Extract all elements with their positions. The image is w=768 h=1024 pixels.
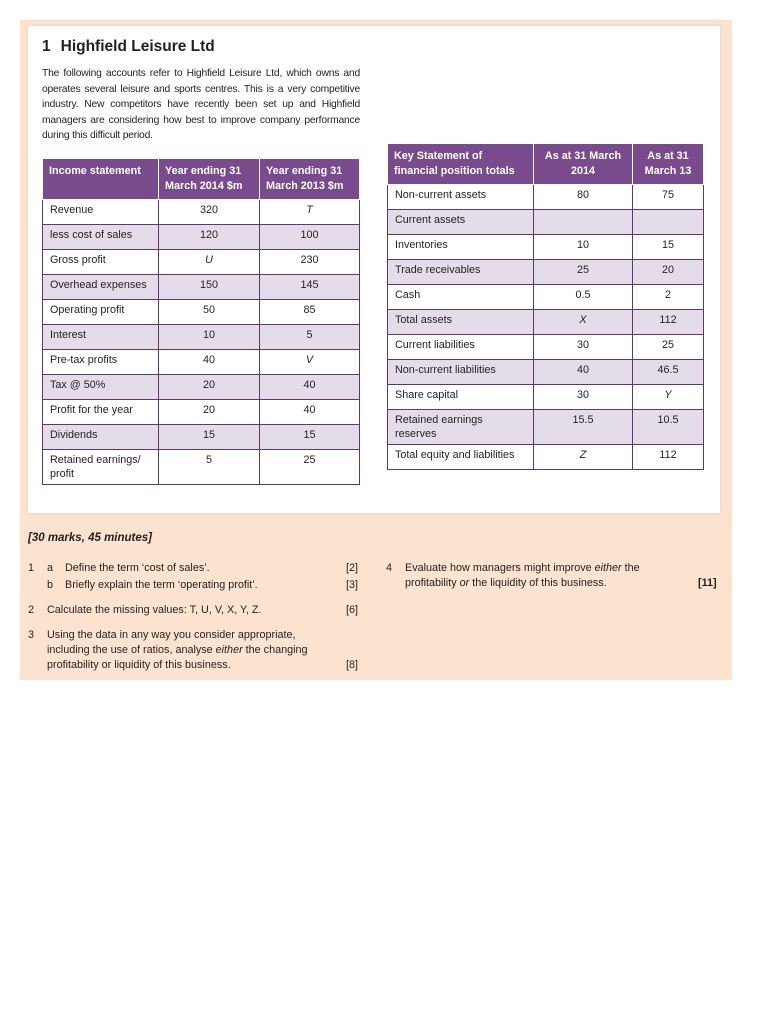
value-cell: 85 xyxy=(260,300,360,325)
question-1b xyxy=(28,578,363,594)
value-cell: 15 xyxy=(260,425,360,450)
value-cell: 0.5 xyxy=(534,285,633,310)
row-label-cell: Dividends xyxy=(43,425,159,450)
table-row xyxy=(388,335,704,360)
emphasis-text: either xyxy=(594,562,622,574)
value-cell: 2 xyxy=(633,285,704,310)
row-label-cell: Gross profit xyxy=(43,250,159,275)
income-statement-table xyxy=(42,158,360,485)
question-text-part: the liquidity of this business. xyxy=(469,577,607,589)
value-cell: Y xyxy=(633,385,704,410)
question-marks: [11] xyxy=(698,577,717,589)
table-row xyxy=(43,375,360,400)
question-text: Briefly explain the term ‘operating profit’. xyxy=(65,579,258,591)
subquestion-label: a xyxy=(47,562,54,574)
case-title xyxy=(42,38,215,56)
value-cell: 50 xyxy=(159,300,260,325)
question-number: 4 xyxy=(386,562,393,574)
row-label-cell: Trade receivables xyxy=(388,260,534,285)
row-label-cell: Revenue xyxy=(43,200,159,225)
column-header: Income statement xyxy=(43,159,159,200)
value-cell: 15 xyxy=(633,235,704,260)
value-cell: 40 xyxy=(260,375,360,400)
table-row xyxy=(388,210,704,235)
row-label-cell: Total assets xyxy=(388,310,534,335)
question-text-part: profitability xyxy=(405,577,460,589)
question-1a xyxy=(28,561,363,577)
table-row xyxy=(388,385,704,410)
question-text-part: the xyxy=(621,562,640,574)
value-cell: 320 xyxy=(159,200,260,225)
value-cell: 75 xyxy=(633,185,704,210)
row-label-cell: Current assets xyxy=(388,210,534,235)
row-label-cell: Retained earnings reserves xyxy=(388,410,534,445)
question-text: Calculate the missing values: T, U, V, X, Y, Z. xyxy=(47,604,262,616)
value-cell: 46.5 xyxy=(633,360,704,385)
value-cell: T xyxy=(260,200,360,225)
row-label-cell: Non-current assets xyxy=(388,185,534,210)
question-text-part: Evaluate how managers might improve xyxy=(405,562,595,574)
value-cell: 100 xyxy=(260,225,360,250)
question-marks: [2] xyxy=(346,562,359,574)
value-cell: 5 xyxy=(159,450,260,485)
row-label-cell: Share capital xyxy=(388,385,534,410)
column-header: As at 31 March 2014 xyxy=(534,144,633,185)
column-header: Year ending 31 March 2013 $m xyxy=(260,159,360,200)
question-text: profitability or liquidity of this business. xyxy=(47,659,231,671)
value-cell: X xyxy=(534,310,633,335)
row-label-cell: Retained earnings/ profit xyxy=(43,450,159,485)
value-cell: 112 xyxy=(633,310,704,335)
value-cell: 40 xyxy=(260,400,360,425)
question-3 xyxy=(28,628,363,674)
subquestion-label: b xyxy=(47,579,54,591)
table-row xyxy=(388,360,704,385)
table-row xyxy=(43,200,360,225)
question-number: 1 xyxy=(28,562,35,574)
financial-position-table xyxy=(387,143,704,470)
value-cell xyxy=(534,210,633,235)
emphasis-text: either xyxy=(215,644,243,656)
table-row xyxy=(388,410,704,445)
value-cell: 40 xyxy=(159,350,260,375)
value-cell: V xyxy=(260,350,360,375)
question-number: 3 xyxy=(28,629,35,641)
case-number: 1 xyxy=(42,38,51,55)
question-text xyxy=(405,561,640,576)
value-cell: 112 xyxy=(633,445,704,470)
value-cell: 230 xyxy=(260,250,360,275)
value-cell: Z xyxy=(534,445,633,470)
value-cell: 15.5 xyxy=(534,410,633,445)
value-cell: 10 xyxy=(534,235,633,260)
value-cell xyxy=(633,210,704,235)
value-cell: 15 xyxy=(159,425,260,450)
row-label-cell: Interest xyxy=(43,325,159,350)
table-row xyxy=(43,250,360,275)
table-row xyxy=(388,445,704,470)
question-text-part: including the use of ratios, analyse xyxy=(47,644,216,656)
row-label-cell: less cost of sales xyxy=(43,225,159,250)
value-cell: 25 xyxy=(260,450,360,485)
table-row xyxy=(388,235,704,260)
case-title-text: Highfield Leisure Ltd xyxy=(60,38,215,55)
question-marks: [8] xyxy=(346,659,359,671)
column-header: As at 31 March 13 xyxy=(633,144,704,185)
table-header-row xyxy=(388,144,704,185)
value-cell: 20 xyxy=(159,375,260,400)
value-cell: 30 xyxy=(534,385,633,410)
table-row xyxy=(388,310,704,335)
value-cell: 5 xyxy=(260,325,360,350)
row-label-cell: Current liabilities xyxy=(388,335,534,360)
table-row xyxy=(43,275,360,300)
value-cell: 120 xyxy=(159,225,260,250)
question-marks: [3] xyxy=(346,579,359,591)
column-header: Year ending 31 March 2014 $m xyxy=(159,159,260,200)
table-row xyxy=(43,300,360,325)
question-text xyxy=(405,576,607,591)
value-cell: 150 xyxy=(159,275,260,300)
value-cell: 25 xyxy=(534,260,633,285)
table-row xyxy=(43,225,360,250)
financial-position-body xyxy=(388,185,704,470)
table-row xyxy=(43,450,360,485)
value-cell: 20 xyxy=(633,260,704,285)
question-text: Using the data in any way you consider appropriate, xyxy=(47,629,296,641)
marks-note: [30 marks, 45 minutes] xyxy=(28,532,153,544)
question-text-part: the changing xyxy=(242,644,308,656)
question-text xyxy=(47,643,308,658)
question-4 xyxy=(386,561,726,593)
value-cell: 20 xyxy=(159,400,260,425)
table-row xyxy=(43,425,360,450)
question-number: 2 xyxy=(28,604,35,616)
table-row xyxy=(388,285,704,310)
question-text: Define the term ‘cost of sales’. xyxy=(65,562,210,574)
table-row xyxy=(43,350,360,375)
value-cell: 40 xyxy=(534,360,633,385)
row-label-cell: Non-current liabilities xyxy=(388,360,534,385)
value-cell: 10 xyxy=(159,325,260,350)
table-row xyxy=(388,260,704,285)
value-cell: 10.5 xyxy=(633,410,704,445)
income-statement-body xyxy=(43,200,360,485)
row-label-cell: Overhead expenses xyxy=(43,275,159,300)
question-2 xyxy=(28,603,363,619)
value-cell: U xyxy=(159,250,260,275)
table-header-row xyxy=(43,159,360,200)
value-cell: 145 xyxy=(260,275,360,300)
table-row xyxy=(43,400,360,425)
case-intro: The following accounts refer to Highfield Leisure Ltd, which owns and operates several leisure and sports centres. This is a very competitive industry. New competitors have recently been set up and Highfield managers are considering how best to improve company performance during this difficult period. xyxy=(42,68,360,142)
row-label-cell: Cash xyxy=(388,285,534,310)
row-label-cell: Operating profit xyxy=(43,300,159,325)
table-row xyxy=(388,185,704,210)
value-cell: 80 xyxy=(534,185,633,210)
question-marks: [6] xyxy=(346,604,359,616)
row-label-cell: Tax @ 50% xyxy=(43,375,159,400)
table-row xyxy=(43,325,360,350)
column-header: Key Statement of financial position totals xyxy=(388,144,534,185)
row-label-cell: Inventories xyxy=(388,235,534,260)
row-label-cell: Pre-tax profits xyxy=(43,350,159,375)
value-cell: 25 xyxy=(633,335,704,360)
value-cell: 30 xyxy=(534,335,633,360)
row-label-cell: Total equity and liabilities xyxy=(388,445,534,470)
emphasis-text: or xyxy=(459,577,470,589)
row-label-cell: Profit for the year xyxy=(43,400,159,425)
